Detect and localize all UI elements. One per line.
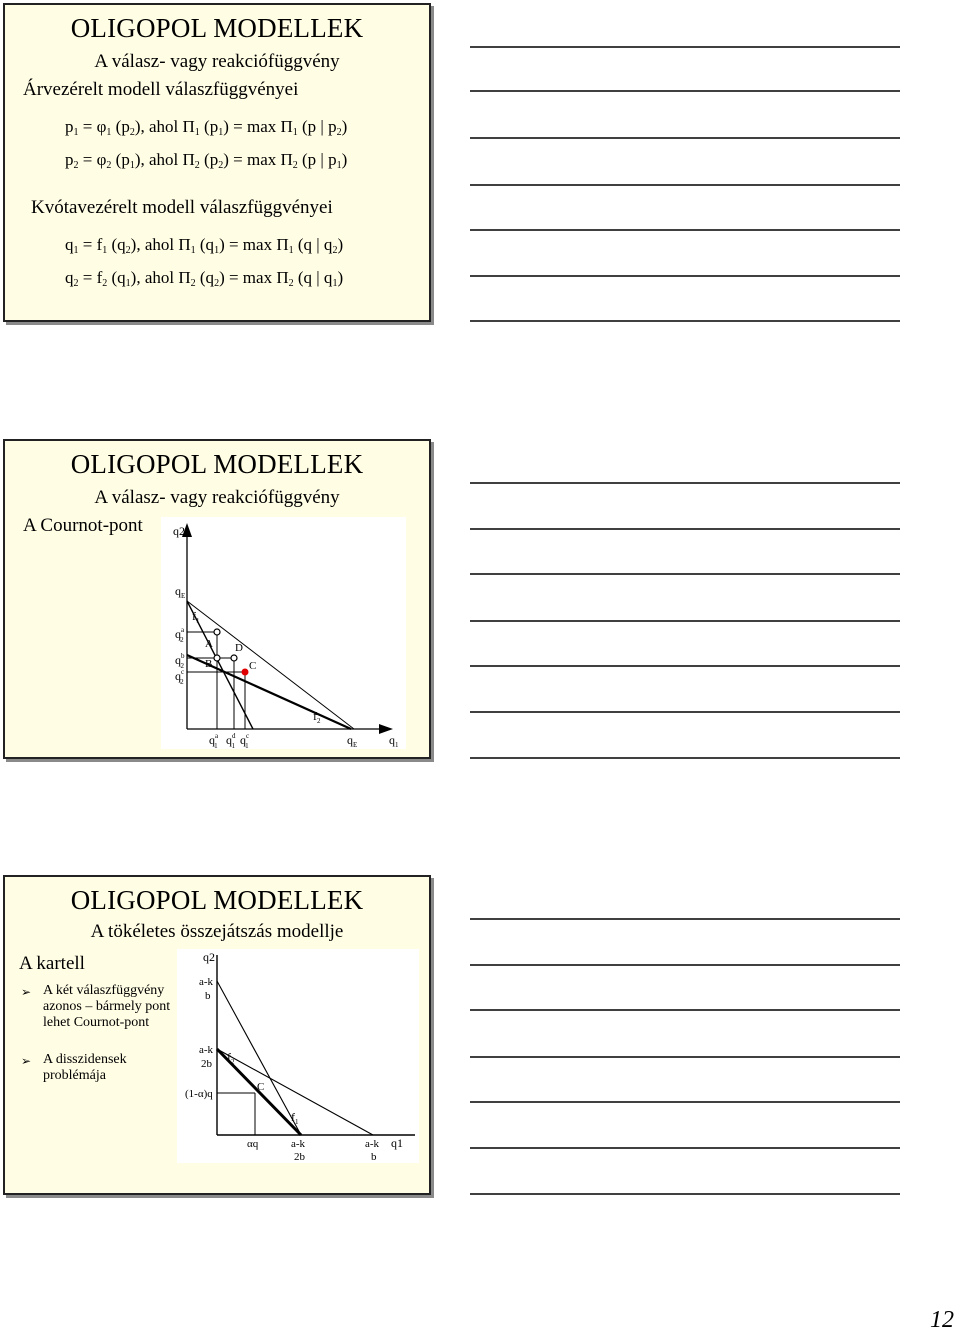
tick-x-ak-b-num: a-k [365,1138,380,1150]
equation-q2: $q_2 = f_2$ $(q_1)$, ahol $\Pi_2$ $(q_2) = \max \Pi_2$ (q | $q_1$) [65,268,344,289]
curve-label-f2: $f_2$ [227,1050,235,1066]
cartel-heading: A kartell [19,953,85,974]
slide-subtitle: A tökéletes összejátszás modellje [90,921,344,942]
tick-qE-y: $q_E$ [175,584,186,600]
label-B: B [205,658,213,670]
tick-x-ak-2b-num: a-k [291,1138,306,1150]
cartel-diagram-svg [177,949,419,1163]
tick-ak-2b-num: a-k [199,1044,214,1056]
page-number: 12 [930,1307,954,1333]
equation-q1: $q_1 = f_1$ $(q_2)$, ahol $\Pi_1$ $(q_1) = \max \Pi_1$ (q | $q_2$) [65,235,344,256]
tick-alpha-y: (1-α)q [185,1088,213,1100]
bullet-item: ➢ A disszidensek problémája [21,1052,127,1083]
slide-3 [3,875,431,1195]
slide-title: OLIGOPOL MODELLEK [70,885,364,915]
equation-p2: $p_2 = \varphi_2$ $(p_1)$, ahol $\Pi_2$ $(p_2) = \max \Pi_2$ (p | $p_1$) [65,150,348,171]
curve-label-f1: $f_1$ [192,609,200,625]
slide-2 [3,439,431,759]
tick-q1d: $q^d$ 1 [226,732,236,749]
slide-subtitle: A válasz- vagy reakciófüggvény [94,51,340,72]
tick-ak-b-num: a-k [199,976,214,988]
price-model-heading: Árvezérelt modell válaszfüggvényei [23,79,299,100]
x-axis-label: q1 [391,1136,403,1150]
arrow-bullet-icon: ➢ [21,1054,32,1068]
bullet-item: ➢ A két válaszfüggvény azonos – bármely pont lehet Cournot-pont [21,983,171,1030]
label-A: A [205,638,213,650]
tick-q1a: $q^a$ 1 [209,732,219,749]
cartel-diagram [177,949,419,1163]
tick-q1c: $q^c$ 1 [240,732,250,749]
curve-label-f2: $f_2$ [313,709,321,725]
cournot-heading: A Cournot-pont [23,515,143,536]
tick-x-ak-b-den: b [371,1151,377,1163]
tick-q2a: $q^a$ 2 [175,626,185,644]
tick-q2c: $q^c$ 2 [175,668,185,686]
cournot-diagram [161,517,406,749]
x-axis-label: $q_1$ [389,733,399,749]
point-D [231,655,237,661]
note-lines-2 [470,440,930,770]
y-axis-label: q2 [173,524,185,538]
slide-title: OLIGOPOL MODELLEK [70,449,364,479]
slide-subtitle: A válasz- vagy reakciófüggvény [94,487,340,508]
point-C-label: C [257,1081,265,1093]
curve-label-f1: $f_1$ [291,1110,299,1126]
equation-p1: $p_1 = \varphi_1$ $(p_2)$, ahol $\Pi_1$ $(p_1) = \max \Pi_1$ (p | $p_2$) [65,117,348,138]
tick-ak-2b-den: 2b [201,1058,212,1070]
cournot-point-C [242,669,249,676]
tick-ak-b-den: b [205,990,211,1002]
label-D: D [235,642,243,654]
tick-x-ak-2b-den: 2b [294,1151,305,1163]
slide-1 [3,3,431,322]
cournot-diagram-svg [161,517,406,749]
point-B [214,655,220,661]
arrow-bullet-icon: ➢ [21,985,32,999]
slide-title: OLIGOPOL MODELLEK [70,13,364,43]
tick-alpha-x: αq [247,1138,259,1150]
y-axis-label: q2 [203,950,215,964]
tick-q2b: $q^b$ 2 [175,652,185,670]
label-C: C [249,660,257,672]
quota-model-heading: Kvótavezérelt modell válaszfüggvényei [31,197,333,218]
note-lines-3 [470,876,930,1206]
point-A [214,629,220,635]
tick-qE-x: $q_E$ [347,733,358,749]
note-lines-1 [470,0,930,330]
